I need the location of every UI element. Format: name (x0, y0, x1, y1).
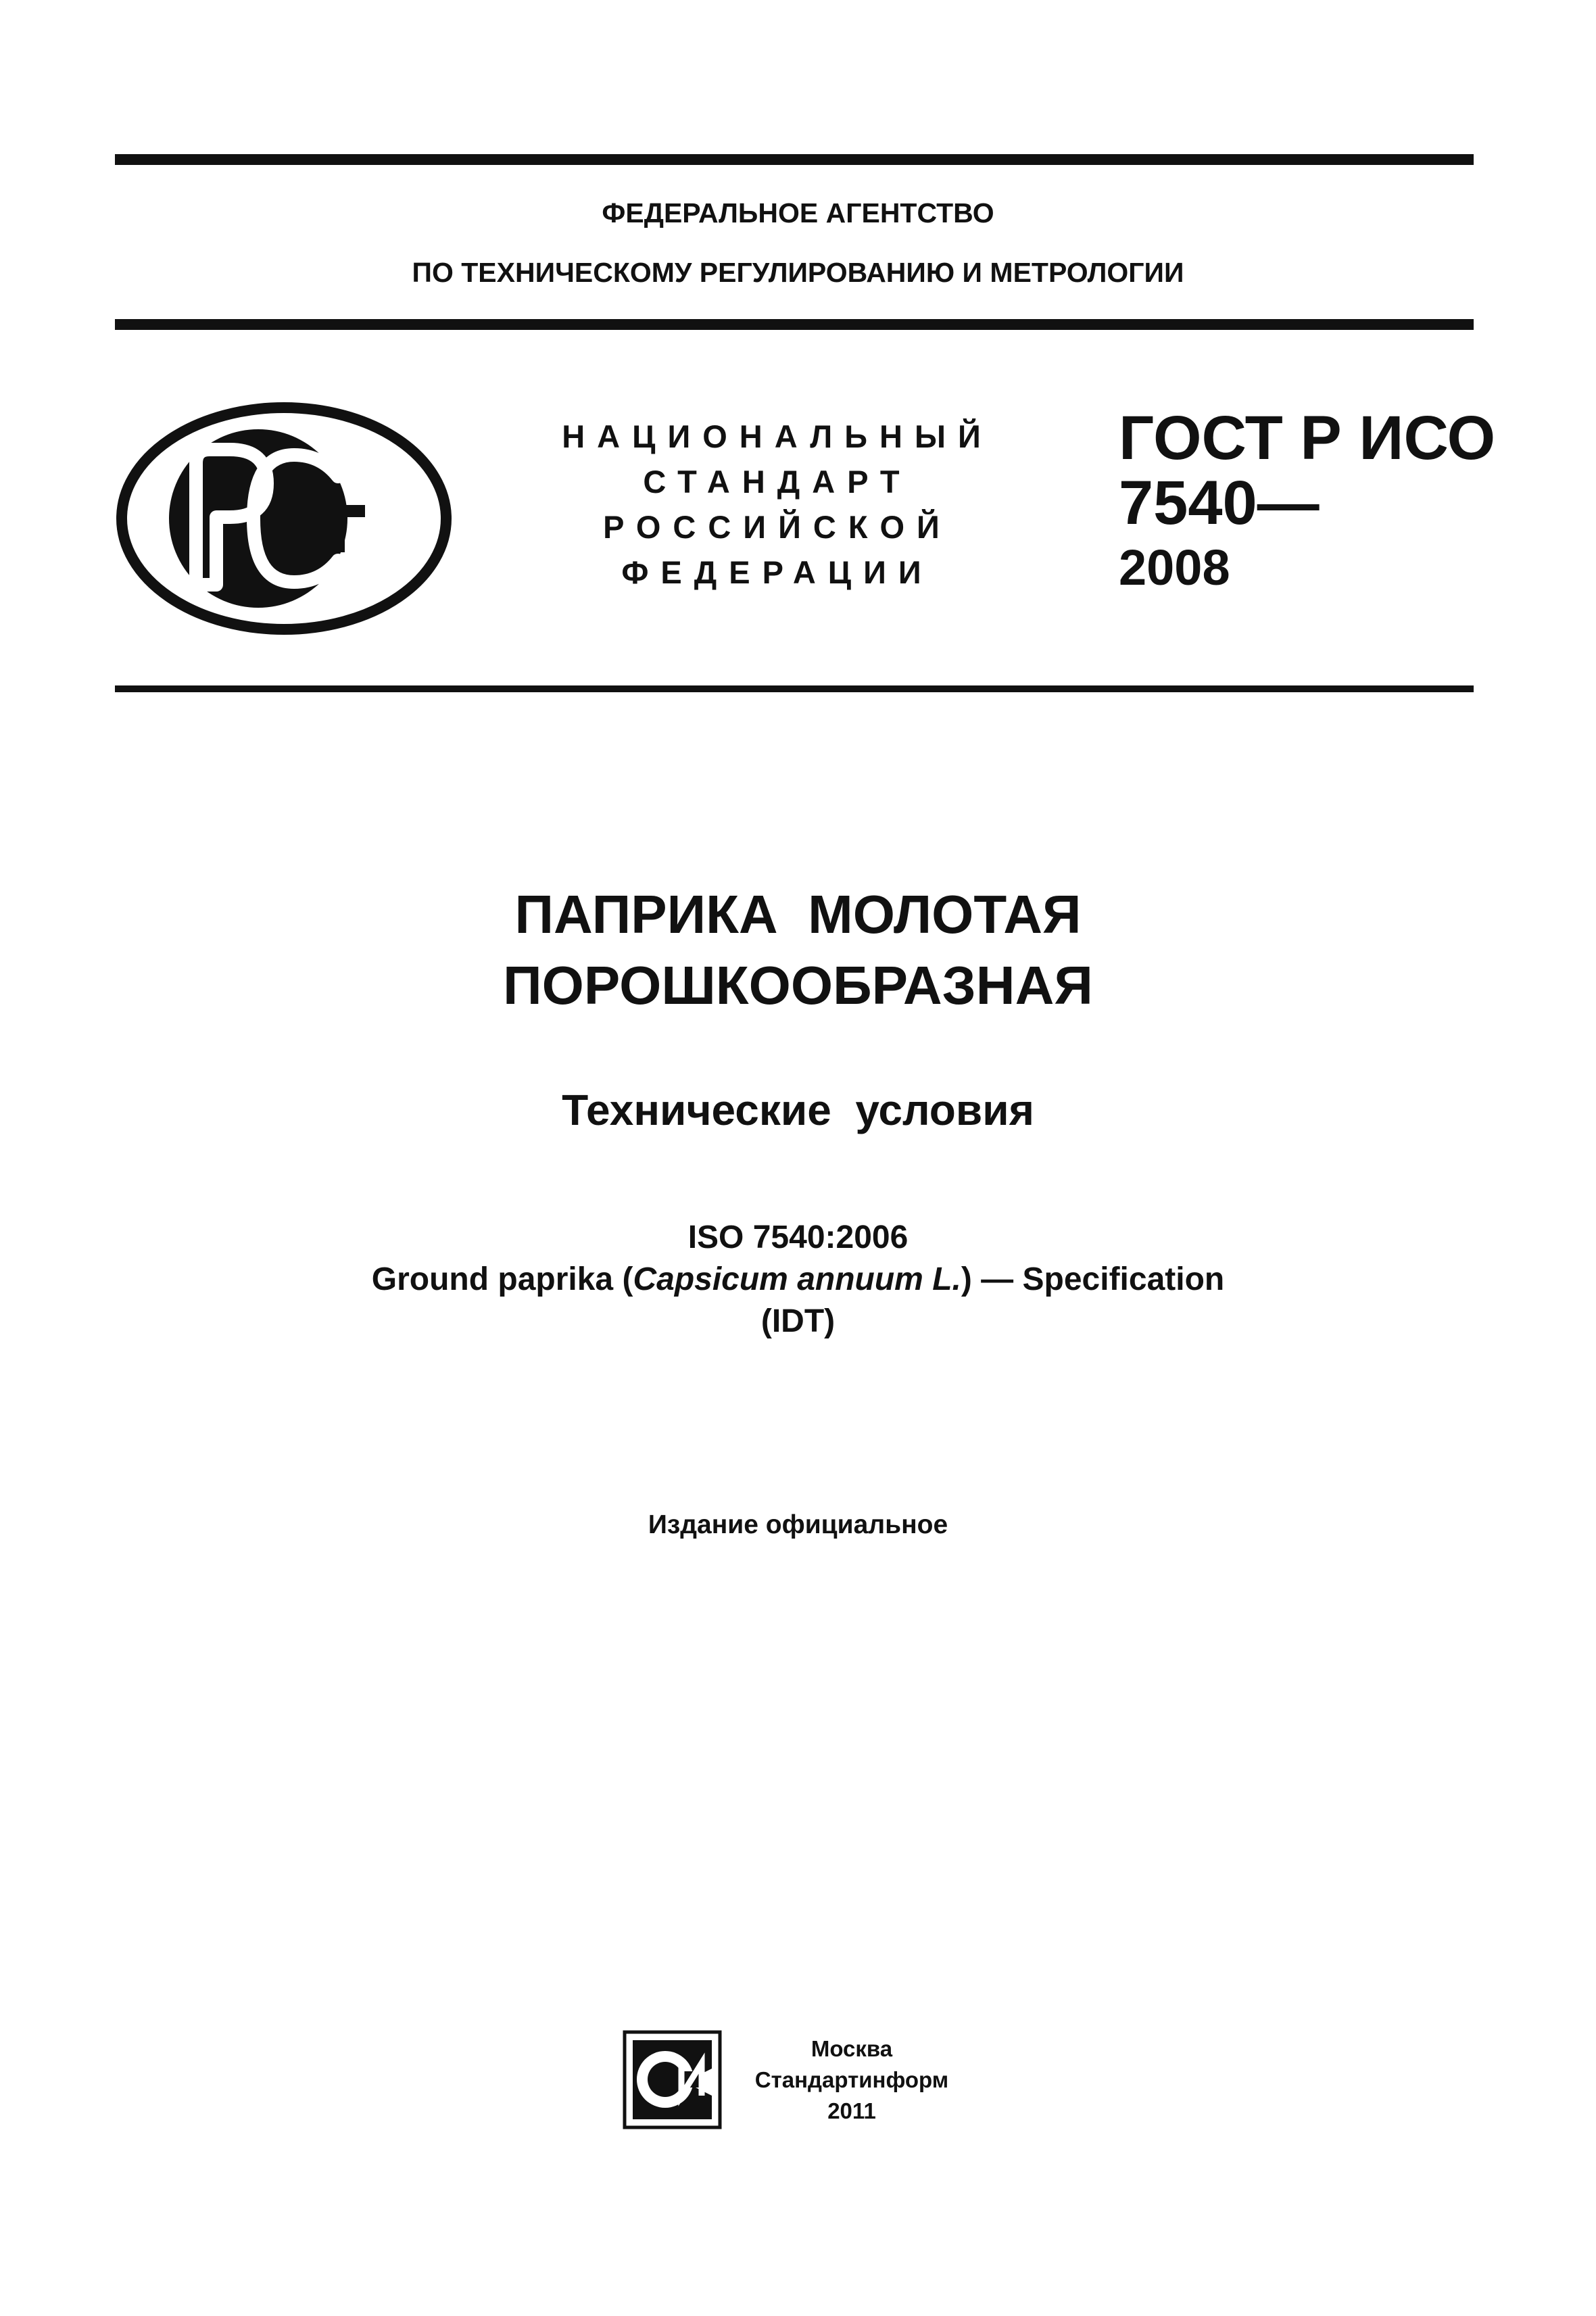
iso-name (0, 1259, 1596, 1301)
iso-name-suffix: ) — Specification (961, 1261, 1225, 1297)
iso-code: ISO 7540:2006 (687, 1220, 909, 1255)
national-standard-line-3: РОССИЙСКОЙ (603, 509, 952, 545)
standard-number-line-1: ГОСТ Р ИСО (1119, 404, 1496, 473)
agency-name-line-1: ФЕДЕРАЛЬНОЕ АГЕНТСТВО (602, 197, 994, 228)
header-bottom-rule (115, 319, 1474, 330)
standard-number-year: 2008 (1119, 539, 1230, 596)
publisher-name: Стандартинформ (754, 2067, 949, 2092)
rst-mark-icon (115, 402, 453, 635)
iso-reference (0, 1217, 1596, 1343)
publisher-city: Москва (811, 2036, 893, 2061)
iso-name-prefix: Ground paprika ( (371, 1261, 633, 1297)
national-standard-label (554, 414, 1000, 595)
document-title-line-2: ПОРОШКООБРАЗНАЯ (503, 955, 1093, 1015)
document-title (0, 879, 1596, 1021)
standard-number-line-2: 7540— (1119, 468, 1320, 537)
iso-name-latin: Capsicum annuum L. (633, 1261, 961, 1297)
top-thick-rule (115, 154, 1474, 165)
standard-number (1119, 406, 1495, 600)
national-standard-line-1: НАЦИОНАЛЬНЫЙ (562, 418, 993, 454)
title-block-rule (115, 685, 1474, 692)
document-title-line-1: ПАПРИКА МОЛОТАЯ (514, 884, 1082, 944)
publisher-block (730, 2033, 973, 2127)
standartinform-logo-icon (621, 2028, 724, 2131)
publisher-year: 2011 (827, 2098, 876, 2123)
iso-degree: (IDT) (760, 1303, 836, 1339)
national-standard-line-2: СТАНДАРТ (643, 464, 912, 500)
agency-name-line-2: ПО ТЕХНИЧЕСКОМУ РЕГУЛИРОВАНИЮ И МЕТРОЛОГИИ (412, 257, 1184, 288)
document-subtitle: Технические условия (562, 1086, 1034, 1134)
national-standard-line-4: ФЕДЕРАЦИИ (621, 554, 934, 590)
edition-label: Издание официальное (648, 1510, 948, 1539)
